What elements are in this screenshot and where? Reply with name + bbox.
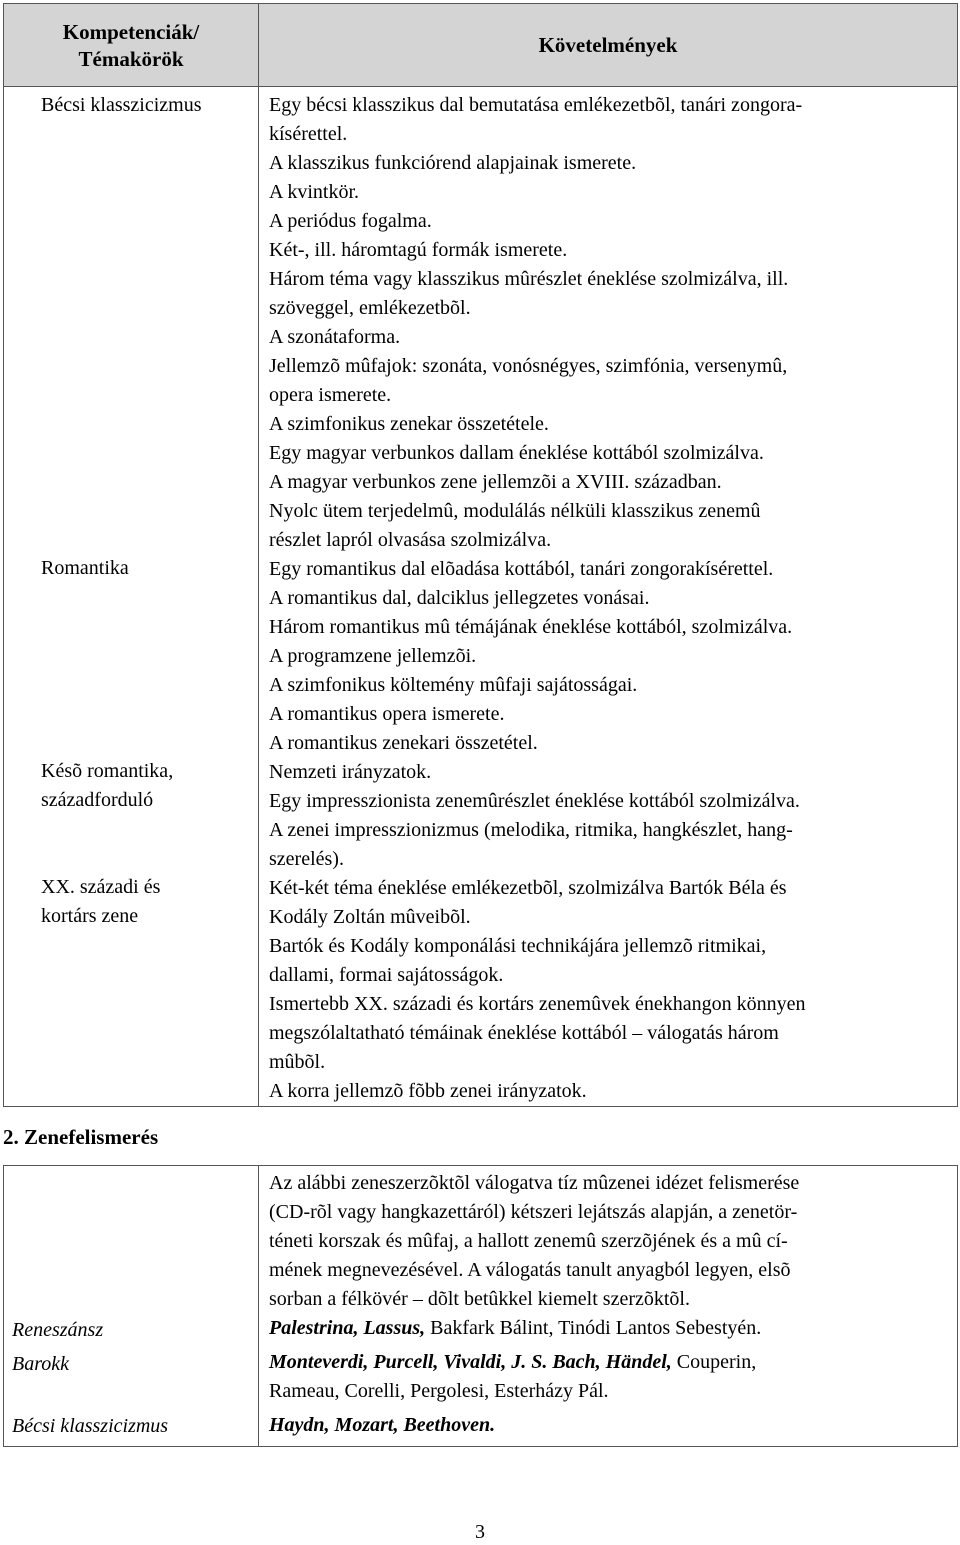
requirement-line: A zenei impresszionizmus (melodika, ritmika, hangkészlet, hang-: [269, 819, 793, 841]
topic-label: Romantika: [41, 557, 129, 579]
requirement-line: A korra jellemzõ fõbb zenei irányzatok.: [269, 1080, 587, 1102]
topic-label: XX. századi és: [41, 876, 161, 898]
requirement-line: A romantikus zenekari összetétel.: [269, 732, 538, 754]
table-header: [4, 4, 958, 87]
composers-classical: [269, 1411, 957, 1440]
requirement-line: Egy bécsi klasszikus dal bemutatása emlékezetbõl, tanári zongora-: [269, 94, 803, 116]
topics-cell: [4, 87, 259, 1107]
periods-cell: [4, 1166, 259, 1447]
requirement-line: opera ismerete.: [269, 384, 392, 406]
topic-label: Késõ romantika,: [41, 760, 174, 782]
requirement-line: Egy romantikus dal elõadása kottából, tanári zongorakísérettel.: [269, 558, 774, 580]
requirement-line: Egy magyar verbunkos dallam éneklése kottából szolmizálva.: [269, 442, 764, 464]
header-competencies: Kompetenciák/ Témakörök: [4, 4, 259, 87]
requirement-line: A periódus fogalma.: [269, 210, 432, 232]
recognition-requirements-cell: [259, 1166, 958, 1447]
other-composers: Couperin,: [671, 1351, 757, 1373]
requirements-cell: [259, 87, 958, 1107]
requirement-line: Kodály Zoltán mûveibõl.: [269, 906, 471, 928]
requirement-line: Három téma vagy klasszikus mûrészlet éneklése szolmizálva, ill.: [269, 268, 789, 290]
requirement-line: Nyolc ütem terjedelmû, modulálás nélküli klasszikus zenemû: [269, 500, 761, 522]
requirement-line: szerelés).: [269, 848, 344, 870]
recognition-table: [3, 1165, 958, 1447]
table-row: [4, 87, 958, 1107]
intro-line: mének megnevezésével. A válogatás tanult anyagból legyen, elsõ: [269, 1259, 791, 1281]
page-number: 3: [475, 1521, 485, 1543]
period-label: Bécsi klasszicizmus: [12, 1415, 169, 1437]
requirement-line: A romantikus dal, dalciklus jellegzetes vonásai.: [269, 587, 650, 609]
header-requirements: Követelmények: [259, 4, 958, 87]
requirement-line: megszólaltatható témáinak éneklése kottából – válogatás három: [269, 1022, 779, 1044]
topic-label: Bécsi klasszicizmus: [41, 94, 202, 116]
period-label: Reneszánsz: [12, 1319, 104, 1341]
requirements-table: [3, 3, 958, 1107]
key-composers: Palestrina, Lassus,: [269, 1317, 426, 1339]
requirement-line: Két-, ill. háromtagú formák ismerete.: [269, 239, 568, 261]
requirement-line: Nemzeti irányzatok.: [269, 761, 432, 783]
requirement-line: A szimfonikus költemény mûfaji sajátosságai.: [269, 674, 638, 696]
requirement-line: A romantikus opera ismerete.: [269, 703, 505, 725]
requirement-line: A szonátaforma.: [269, 326, 401, 348]
period-label: Barokk: [12, 1353, 70, 1375]
requirement-line: A kvintkör.: [269, 181, 360, 203]
requirement-line: részlet lapról olvasása szolmizálva.: [269, 529, 552, 551]
intro-line: sorban a félkövér – dõlt betûkkel kiemelt szerzõktõl.: [269, 1288, 690, 1310]
intro-line: (CD-rõl vagy hangkazettáról) kétszeri lejátszás alapján, a zenetör-: [269, 1201, 798, 1223]
composers-renaissance: [269, 1314, 957, 1343]
requirement-line: Egy impresszionista zenemûrészlet éneklése kottából szolmizálva.: [269, 790, 800, 812]
key-composers: Haydn, Mozart, Beethoven.: [269, 1414, 496, 1436]
requirement-line: Két-két téma éneklése emlékezetbõl, szolmizálva Bartók Béla és: [269, 877, 787, 899]
requirement-line: A magyar verbunkos zene jellemzõi a XVIII. században.: [269, 471, 722, 493]
requirement-line: dallami, formai sajátosságok.: [269, 964, 504, 986]
composers-baroque: [269, 1348, 957, 1377]
requirement-line: mûbõl.: [269, 1051, 326, 1073]
requirement-line: Három romantikus mû témájának éneklése kottából, szolmizálva.: [269, 616, 793, 638]
topic-label: századforduló: [41, 789, 154, 811]
composers-baroque-cont: Rameau, Corelli, Pergolesi, Esterházy Pál.: [269, 1380, 609, 1402]
key-composers: Monteverdi, Purcell, Vivaldi, J. S. Bach, Händel,: [269, 1351, 672, 1373]
requirement-line: A programzene jellemzõi.: [269, 645, 477, 667]
table-row: [4, 1166, 958, 1447]
section-title: 2. Zenefelismerés: [3, 1125, 159, 1149]
requirement-line: A szimfonikus zenekar összetétele.: [269, 413, 549, 435]
requirement-line: A klasszikus funkciórend alapjainak ismerete.: [269, 152, 637, 174]
requirement-line: Ismertebb XX. századi és kortárs zenemûvek énekhangon könnyen: [269, 993, 806, 1015]
intro-line: téneti korszak és mûfaj, a hallott zenemû szerzõjének és a mû cí-: [269, 1230, 788, 1252]
requirement-line: Jellemzõ mûfajok: szonáta, vonósnégyes, szimfónia, versenymû,: [269, 355, 788, 377]
requirement-line: kísérettel.: [269, 123, 348, 145]
topic-label: kortárs zene: [41, 905, 139, 927]
other-composers: Bakfark Bálint, Tinódi Lantos Sebestyén.: [425, 1317, 762, 1339]
intro-line: Az alábbi zeneszerzõktõl válogatva tíz mûzenei idézet felismerése: [269, 1172, 800, 1194]
requirement-line: Bartók és Kodály komponálási technikájára jellemzõ ritmikai,: [269, 935, 767, 957]
requirement-line: szöveggel, emlékezetbõl.: [269, 297, 471, 319]
